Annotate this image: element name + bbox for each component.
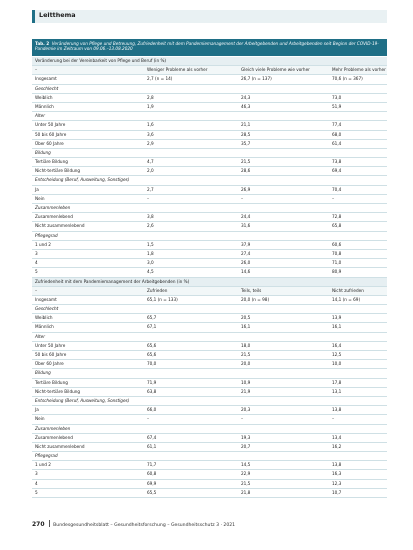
table-cell-c3: 13,4 bbox=[332, 434, 342, 440]
table-cell-c2: 20,7 bbox=[241, 443, 251, 449]
table-row bbox=[32, 342, 387, 351]
table-cell-c0: Männlich bbox=[35, 103, 54, 109]
table-row bbox=[32, 250, 387, 259]
table-cell-c3: 80,9 bbox=[332, 269, 342, 275]
table-subgroup-label bbox=[32, 305, 387, 314]
table-cell-c3: 12,3 bbox=[332, 480, 342, 486]
table-cell-c1: 61,1 bbox=[147, 443, 157, 449]
table-cell-c2: 20,3 bbox=[241, 407, 251, 413]
table-cell-c2: 20,5 bbox=[241, 315, 251, 321]
table-cell-c0: Unter 50 Jahre bbox=[35, 122, 66, 128]
section-label-bar bbox=[32, 10, 387, 23]
table-cell-c2: 46,3 bbox=[241, 103, 251, 109]
table-cell-c0: Männlich bbox=[35, 324, 54, 330]
table-row bbox=[32, 268, 387, 277]
table-cell-c1: 67,4 bbox=[147, 434, 157, 440]
table-cell-c1: 2,0 bbox=[147, 168, 154, 174]
table-row bbox=[32, 259, 387, 268]
table-cell-c2: 21,5 bbox=[241, 480, 251, 486]
table-row bbox=[32, 470, 387, 479]
table-cell-c1: 65,7 bbox=[147, 315, 157, 321]
table-cell-c0: 5 bbox=[35, 269, 38, 275]
table-cell-c0: Geschlecht bbox=[35, 85, 59, 91]
table-row bbox=[32, 121, 387, 130]
page-number: 270 bbox=[32, 521, 45, 528]
table-cell-c1: 1,6 bbox=[147, 122, 154, 128]
table-row bbox=[32, 314, 387, 323]
table-cell-c0: Zusammenleben bbox=[35, 205, 71, 210]
table-cell-c3: 51,9 bbox=[332, 103, 342, 109]
table-row bbox=[32, 158, 387, 167]
table-subgroup-label bbox=[32, 369, 387, 378]
table-cell-c0: Entscheidung (Beruf, Ausweitung, Sonstiges) bbox=[35, 397, 130, 403]
table-cell-c1: – bbox=[147, 416, 150, 422]
table-cell-c1: 65,6 bbox=[147, 342, 157, 348]
table-cell-c2: 31,6 bbox=[241, 223, 251, 229]
table-cell-c0: – bbox=[35, 287, 38, 293]
table-cell-c0: Nein bbox=[35, 195, 45, 201]
table-cell-c3: 72,8 bbox=[332, 214, 342, 220]
table-column-header bbox=[32, 287, 387, 296]
table-row bbox=[32, 480, 387, 489]
table-row bbox=[32, 443, 387, 452]
table-row bbox=[32, 222, 387, 231]
table-subgroup-label bbox=[32, 85, 387, 94]
table-cell-c0: 50 bis 60 Jahre bbox=[35, 131, 67, 137]
table-cell-c0: Veränderung bei der Vereinbarkeit von Pflege und Beruf (in %) bbox=[35, 58, 167, 63]
table-cell-c1: 65,5 bbox=[147, 489, 157, 495]
table-cell-c1: 71,7 bbox=[147, 462, 157, 468]
table-cell-c2: 20,0 bbox=[241, 361, 251, 367]
table-cell-c1: 63,8 bbox=[147, 388, 157, 394]
table-cell-c0: Pflegegrad bbox=[35, 453, 58, 459]
table-row bbox=[32, 103, 387, 112]
table-cell-c1: 2,7 (n = 14) bbox=[147, 76, 173, 82]
table-cell-c1: 71,9 bbox=[147, 379, 157, 385]
table-cell-c0: Zufriedenheit mit dem Pandemiemanagement der Arbeitgebenden (in %) bbox=[35, 278, 190, 284]
table-cell-c3: 16,4 bbox=[332, 342, 342, 348]
table-cell-c3: – bbox=[332, 416, 335, 422]
table-row bbox=[32, 75, 387, 84]
table-cell-c1: 67,1 bbox=[147, 324, 157, 330]
table-cell-c1: 1,8 bbox=[147, 250, 154, 256]
table-cell-c2: 21,1 bbox=[241, 122, 251, 128]
table-row bbox=[32, 323, 387, 332]
table-cell-c1: 65,1 (n = 133) bbox=[147, 296, 178, 302]
table-cell-c3: 13,9 bbox=[332, 315, 342, 321]
table-cell-c1: 3,0 bbox=[147, 260, 154, 266]
table-subgroup-label bbox=[32, 112, 387, 121]
table-cell-c1: 65,6 bbox=[147, 352, 157, 357]
table-cell-c2: 26,9 bbox=[241, 186, 251, 192]
table-cell-c0: Nicht-tertiäre Bildung bbox=[35, 388, 81, 394]
table-cell-c3: 12,5 bbox=[332, 352, 342, 357]
table-cell-c1: Zufrieden bbox=[147, 287, 168, 293]
table-row bbox=[32, 94, 387, 103]
table-cell-c2: 21,5 bbox=[241, 352, 251, 357]
table-cell-c3: Mehr Probleme als vorher bbox=[332, 67, 386, 73]
table-cell-c3: 16,1 bbox=[332, 324, 342, 330]
table-row bbox=[32, 360, 387, 369]
table-cell-c3: 13,8 bbox=[332, 407, 342, 413]
table-cell-c3: 77,4 bbox=[332, 122, 342, 128]
table-row bbox=[32, 489, 387, 498]
table-subgroup-label bbox=[32, 176, 387, 185]
table-cell-c0: Bildung bbox=[35, 370, 51, 376]
table-cell-c2: 27,4 bbox=[241, 250, 251, 256]
table-cell-c0: 50 bis 60 Jahre bbox=[35, 352, 67, 357]
table-cell-c0: 5 bbox=[35, 489, 38, 495]
table-cell-c0: Tertiäre Bildung bbox=[35, 159, 68, 165]
table-cell-c2: 26,7 (n = 137) bbox=[241, 76, 272, 82]
table-cell-c0: Alter bbox=[35, 333, 45, 339]
table-cell-c0: Über 60 Jahre bbox=[35, 140, 64, 146]
table-caption bbox=[32, 39, 387, 56]
table-cell-c2: 26,0 bbox=[241, 260, 251, 266]
table-row bbox=[32, 195, 387, 204]
table-cell-c2: – bbox=[241, 416, 244, 422]
table-cell-c2: 28,5 bbox=[241, 131, 251, 137]
table-cell-c3: 73,8 bbox=[332, 159, 342, 165]
table-cell-c2: Gleich viele Probleme wie vorher bbox=[241, 67, 310, 73]
table-cell-c3: 13,8 bbox=[332, 462, 342, 468]
table-cell-c1: 2,7 bbox=[147, 186, 154, 192]
page-footer bbox=[32, 520, 235, 528]
table-row bbox=[32, 186, 387, 195]
table-cell-c2: 21,9 bbox=[241, 388, 251, 394]
table-cell-c1: 1,5 bbox=[147, 241, 154, 247]
table-subgroup-label bbox=[32, 149, 387, 158]
table-cell-c0: Weiblich bbox=[35, 94, 53, 100]
table-cell-c3: 71,0 bbox=[332, 260, 342, 266]
table-cell-c2: 21,8 bbox=[241, 489, 251, 495]
table-cell-c0: Alter bbox=[35, 113, 45, 119]
table-cell-c0: 1 und 2 bbox=[35, 462, 51, 468]
table-row bbox=[32, 461, 387, 470]
table-cell-c0: Ja bbox=[35, 407, 39, 413]
table-cell-c0: 3 bbox=[35, 250, 38, 256]
table-cell-c0: 4 bbox=[35, 260, 38, 266]
table-cell-c0: Weiblich bbox=[35, 315, 53, 321]
table-cell-c1: – bbox=[147, 195, 150, 201]
table-subgroup-label bbox=[32, 204, 387, 213]
footer-divider bbox=[49, 520, 50, 527]
table-cell-c2: 37,9 bbox=[241, 241, 251, 247]
table-cell-c2: 19,3 bbox=[241, 434, 251, 440]
table-cell-c0: Geschlecht bbox=[35, 306, 59, 312]
table-cell-c0: Zusammenlebend bbox=[35, 214, 73, 220]
table-cell-c3: 68,0 bbox=[332, 131, 342, 137]
table-row bbox=[32, 131, 387, 140]
table-cell-c1: 69,9 bbox=[147, 480, 157, 486]
table-cell-c2: 24,3 bbox=[241, 94, 251, 100]
table-row bbox=[32, 351, 387, 360]
table-cell-c0: Tertiäre Bildung bbox=[35, 379, 68, 385]
table-cell-c0: 3 bbox=[35, 471, 38, 477]
table-cell-c0: Nicht zusammenlebend bbox=[35, 223, 85, 229]
table-cell-c1: 4,7 bbox=[147, 159, 154, 165]
table-cell-c2: 20,0 (n = 98) bbox=[241, 296, 270, 302]
table-cell-c0: Zusammenlebend bbox=[35, 434, 73, 440]
table-row bbox=[32, 379, 387, 388]
table-cell-c3: 14,1 (n = 69) bbox=[332, 296, 361, 302]
table-cell-c0: Nicht-tertiäre Bildung bbox=[35, 168, 81, 174]
table-cell-c0: – bbox=[35, 67, 38, 73]
table-row bbox=[32, 241, 387, 250]
table-section-header bbox=[32, 278, 387, 287]
table-caption-text: Veränderung von Pflege und Betreuung, Zufriedenheit mit dem Pandemiemanagement der Arbeitgebenden und Arbeitgebenden seit Beginn der COVID-19-Pandemie im Zeitraum von 09.06.–13.08.2020 bbox=[35, 41, 379, 52]
table-cell-c0: Unter 50 Jahre bbox=[35, 342, 66, 348]
table-row bbox=[32, 140, 387, 149]
table-cell-c1: 2,9 bbox=[147, 140, 154, 146]
table-cell-c1: 3,6 bbox=[147, 131, 154, 137]
table-cell-c3: 16,2 bbox=[332, 443, 342, 449]
table-cell-c2: 22,9 bbox=[241, 471, 251, 477]
table-cell-c0: Nein bbox=[35, 416, 45, 422]
table-cell-c3: 16,3 bbox=[332, 471, 342, 477]
table-cell-c3: 10,0 bbox=[332, 361, 342, 367]
table-cell-c3: 17,8 bbox=[332, 379, 342, 385]
table-cell-c2: 14,6 bbox=[241, 269, 251, 275]
journal-citation: Bundesgesundheitsblatt – Gesundheitsforschung – Gesundheitsschutz 3 · 2021 bbox=[53, 523, 236, 528]
table-caption-prefix: Tab. 2 bbox=[35, 41, 50, 46]
table-cell-c2: Teils, teils bbox=[241, 287, 262, 293]
table-cell-c1: 2,8 bbox=[147, 94, 154, 100]
table-row bbox=[32, 167, 387, 176]
table-row bbox=[32, 388, 387, 397]
table-cell-c1: 66,0 bbox=[147, 407, 157, 413]
table-cell-c2: 14,5 bbox=[241, 462, 251, 468]
table-cell-c3: – bbox=[332, 195, 335, 201]
table-row bbox=[32, 296, 387, 305]
data-table bbox=[32, 57, 387, 498]
table-cell-c0: Ja bbox=[35, 186, 39, 192]
table-cell-c3: 10,7 bbox=[332, 489, 342, 495]
table-cell-c0: Insgesamt bbox=[35, 296, 57, 302]
table-cell-c0: Pflegegrad bbox=[35, 232, 58, 238]
table-cell-c3: 70,6 (n = 367) bbox=[332, 76, 363, 82]
table-cell-c0: Entscheidung (Beruf, Ausweitung, Sonstiges) bbox=[35, 177, 130, 183]
table-cell-c1: 4,5 bbox=[147, 269, 154, 275]
table-cell-c2: 24,4 bbox=[241, 214, 251, 220]
section-label: Leitthema bbox=[39, 11, 76, 19]
table-cell-c0: 1 und 2 bbox=[35, 241, 51, 247]
table-cell-c3: Nicht zufrieden bbox=[332, 287, 364, 293]
table-cell-c2: 18,0 bbox=[241, 342, 251, 348]
table-cell-c2: 28,6 bbox=[241, 168, 251, 174]
table-cell-c3: 70,4 bbox=[332, 186, 342, 192]
table-cell-c0: Über 60 Jahre bbox=[35, 361, 64, 367]
table-cell-c3: 60,6 bbox=[332, 241, 342, 247]
table-cell-c1: 3,8 bbox=[147, 214, 154, 220]
table-cell-c1: 2,6 bbox=[147, 223, 154, 229]
table-cell-c2: 35,7 bbox=[241, 140, 251, 146]
table-cell-c2: 21,5 bbox=[241, 159, 251, 165]
table-cell-c0: Bildung bbox=[35, 149, 51, 155]
table-cell-c0: 4 bbox=[35, 480, 38, 486]
table-cell-c3: 13,1 bbox=[332, 388, 342, 394]
table-subgroup-label bbox=[32, 425, 387, 434]
table-subgroup-label bbox=[32, 333, 387, 342]
table-row bbox=[32, 415, 387, 424]
table-row bbox=[32, 406, 387, 415]
table-cell-c0: Insgesamt bbox=[35, 76, 57, 82]
table-cell-c3: 65,8 bbox=[332, 223, 342, 229]
table-cell-c2: 16,1 bbox=[241, 324, 251, 330]
table-cell-c1: 60,8 bbox=[147, 471, 157, 477]
table-cell-c1: 1,9 bbox=[147, 103, 154, 109]
table-subgroup-label bbox=[32, 397, 387, 406]
table-cell-c1: 70,0 bbox=[147, 361, 157, 367]
table-cell-c3: 73,0 bbox=[332, 94, 342, 100]
table-cell-c2: 10,9 bbox=[241, 379, 251, 385]
table-row bbox=[32, 434, 387, 443]
table-cell-c1: Weniger Probleme als vorher bbox=[147, 67, 208, 73]
table-cell-c3: 70,8 bbox=[332, 250, 342, 256]
table-cell-c3: 69,4 bbox=[332, 168, 342, 174]
table-cell-c2: – bbox=[241, 195, 244, 201]
table-section-header bbox=[32, 57, 387, 66]
table-cell-c0: Nicht zusammenlebend bbox=[35, 443, 85, 449]
table-row bbox=[32, 213, 387, 222]
table-subgroup-label bbox=[32, 452, 387, 461]
table-cell-c0: Zusammenleben bbox=[35, 425, 71, 431]
table-subgroup-label bbox=[32, 232, 387, 241]
table-column-header bbox=[32, 66, 387, 75]
table-cell-c3: 61,4 bbox=[332, 140, 342, 146]
